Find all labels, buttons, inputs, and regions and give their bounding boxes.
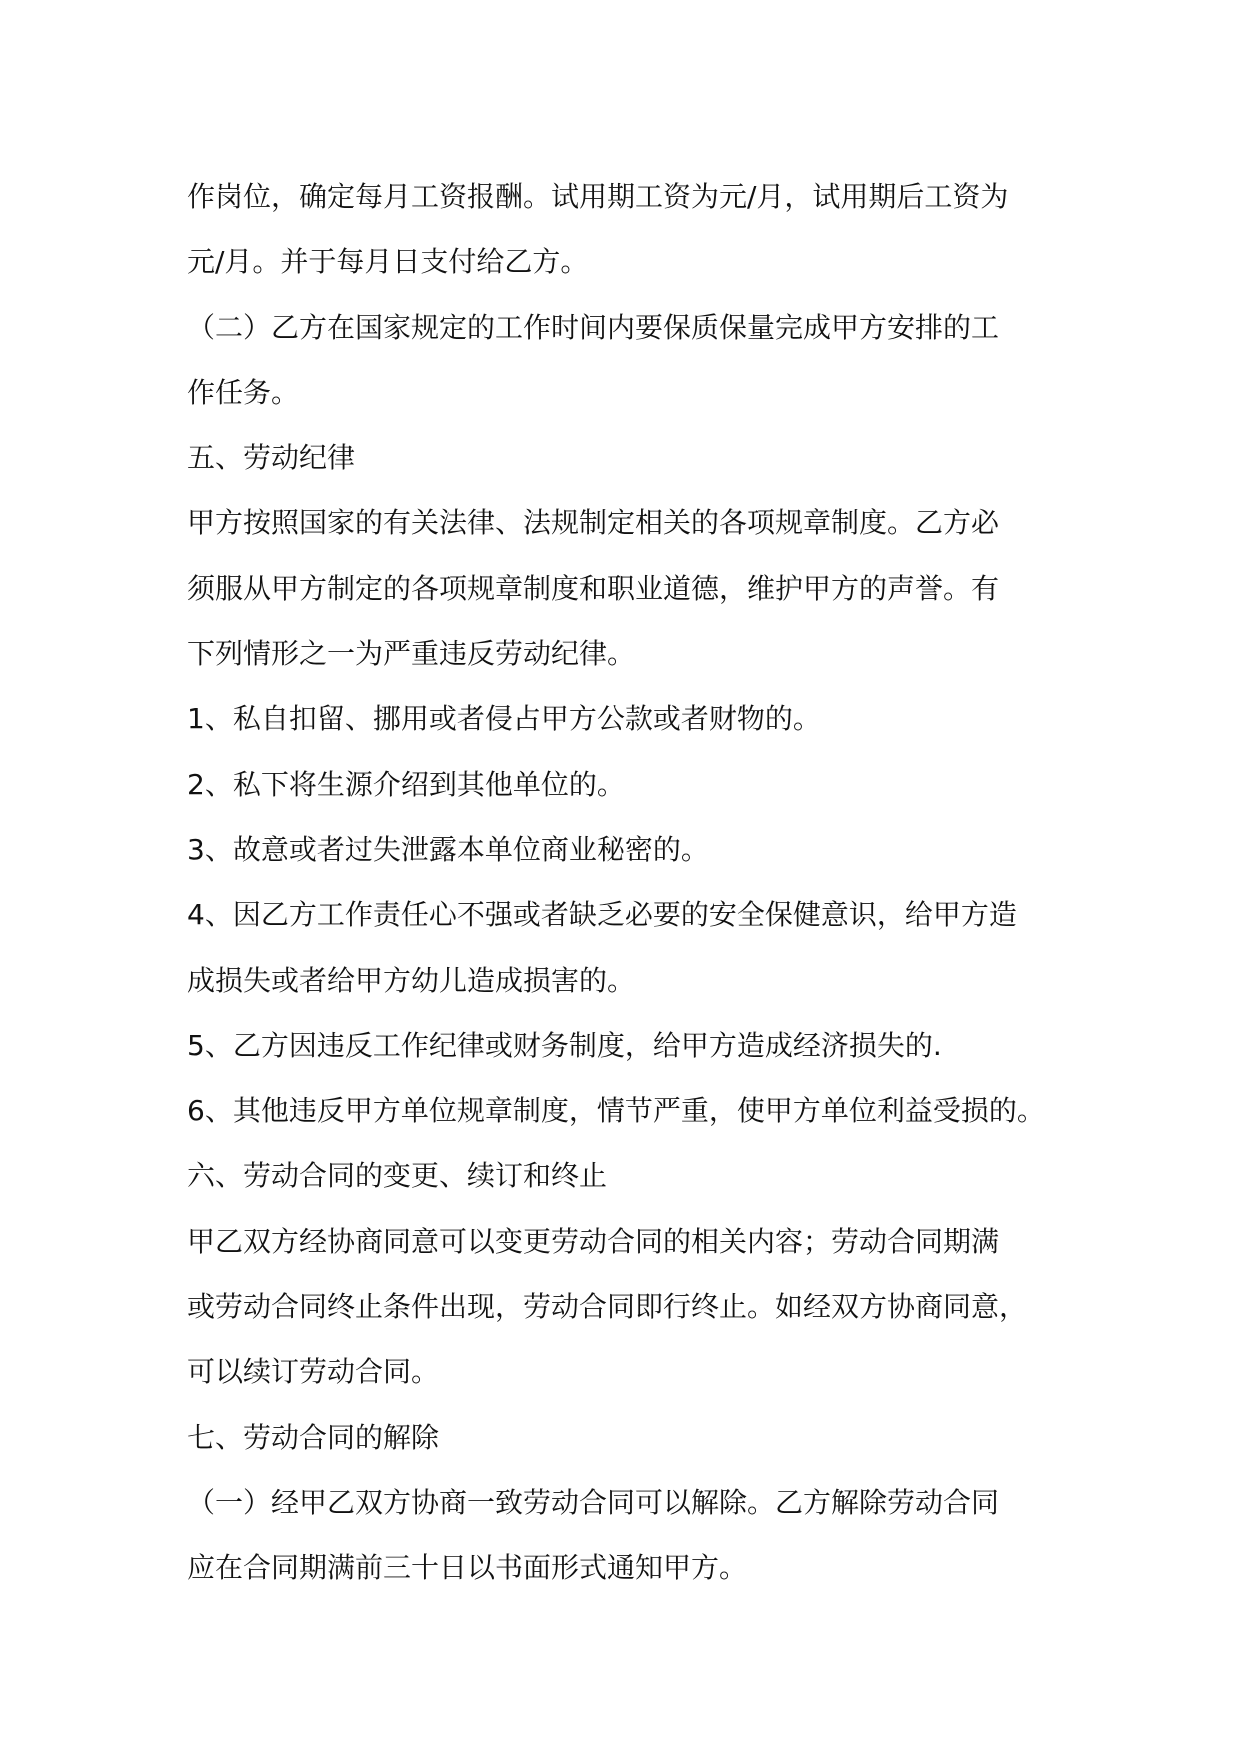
list-item: 3、故意或者过失泄露本单位商业秘密的。	[187, 832, 709, 866]
text-line: 应在合同期满前三十日以书面形式通知甲方。	[187, 1551, 748, 1585]
text-line: 或劳动合同终止条件出现，劳动合同即行终止。如经双方协商同意，	[187, 1290, 1028, 1324]
list-item: 6、其他违反甲方单位规章制度，情节严重，使甲方单位利益受损的。	[187, 1094, 1045, 1128]
text-line: 下列情形之一为严重违反劳动纪律。	[187, 637, 636, 671]
text-line: 甲乙双方经协商同意可以变更劳动合同的相关内容；劳动合同期满	[187, 1224, 1000, 1258]
text-line: 作任务。	[187, 375, 300, 409]
section-heading: 七、劳动合同的解除	[187, 1420, 440, 1454]
text-line: 可以续订劳动合同。	[187, 1355, 440, 1389]
section-heading: 六、劳动合同的变更、续订和终止	[187, 1159, 608, 1193]
text-line: 元/月。并于每月日支付给乙方。	[187, 245, 589, 279]
text-line: 甲方按照国家的有关法律、法规制定相关的各项规章制度。乙方必	[187, 506, 1000, 540]
section-heading: 五、劳动纪律	[187, 441, 356, 475]
list-item: 2、私下将生源介绍到其他单位的。	[187, 767, 625, 801]
text-line: 成损失或者给甲方幼儿造成损害的。	[187, 963, 636, 997]
text-line: 作岗位，确定每月工资报酬。试用期工资为元/月，试用期后工资为	[187, 180, 1009, 213]
text-line: （一）经甲乙双方协商一致劳动合同可以解除。乙方解除劳动合同	[187, 1485, 1000, 1519]
list-item: 4、因乙方工作责任心不强或者缺乏必要的安全保健意识，给甲方造	[187, 898, 1017, 932]
text-line: （二）乙方在国家规定的工作时间内要保质保量完成甲方安排的工	[187, 310, 1000, 344]
list-item: 5、乙方因违反工作纪律或财务制度，给甲方造成经济损失的.	[187, 1028, 942, 1062]
list-item: 1、私自扣留、挪用或者侵占甲方公款或者财物的。	[187, 702, 821, 736]
document-body	[187, 164, 1087, 1601]
text-line: 须服从甲方制定的各项规章制度和职业道德，维护甲方的声誉。有	[187, 571, 1000, 605]
